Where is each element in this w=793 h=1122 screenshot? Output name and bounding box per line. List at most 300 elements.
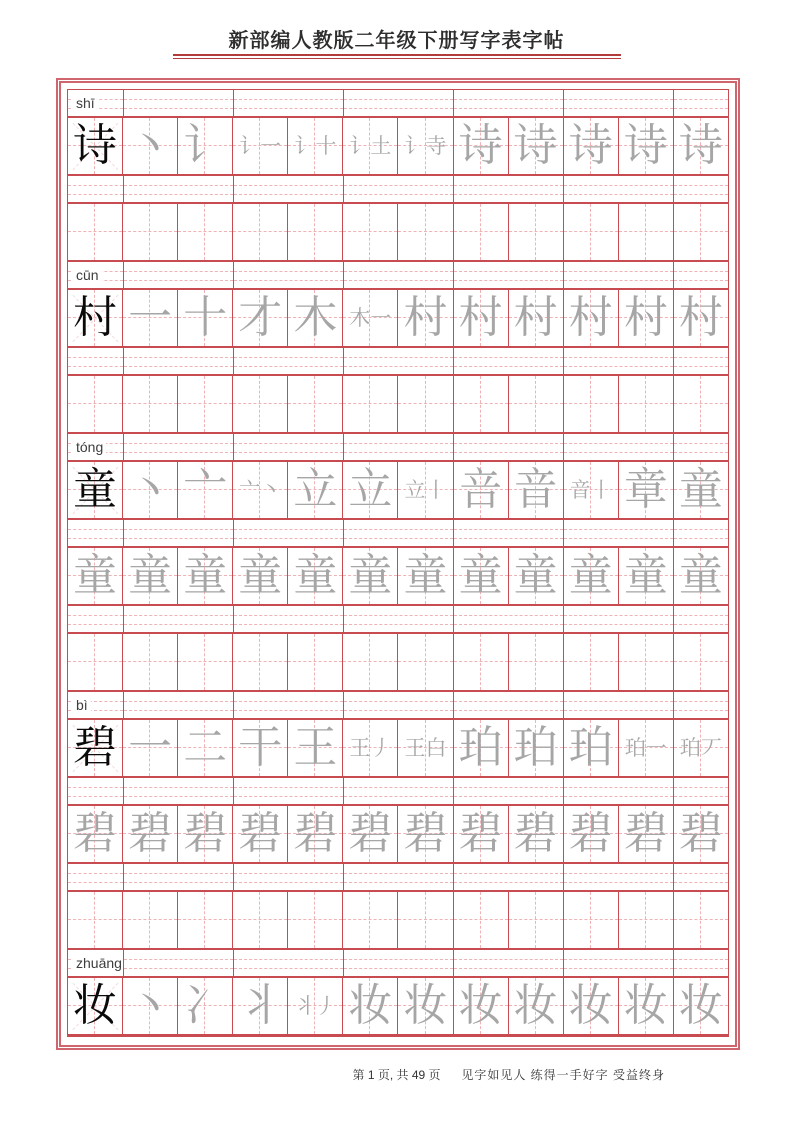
character-cell (343, 978, 398, 1034)
pinyin-cell (68, 520, 124, 546)
trace-character: 碧 (348, 809, 393, 858)
character-cell (288, 978, 343, 1034)
footer-slogan: 见字如见人 练得一手好字 受益终身 (461, 1068, 665, 1082)
character-cell (509, 118, 564, 174)
character-cell (288, 118, 343, 174)
pinyin-cell (234, 90, 344, 116)
character-cell (68, 118, 123, 174)
character-cell (509, 462, 564, 518)
pinyin-cell (68, 262, 124, 288)
trace-character: 音丨 (569, 477, 612, 502)
trace-character: 妆 (458, 981, 503, 1030)
trace-character: 碧 (458, 809, 503, 858)
character-cell (123, 204, 178, 260)
pinyin-cell (234, 692, 344, 718)
character-cell (619, 118, 674, 174)
pinyin-label: tóng (73, 439, 106, 455)
pinyin-cell (344, 864, 454, 890)
character-cell (233, 634, 288, 690)
trace-character: 木 (293, 293, 338, 342)
character-cell (398, 548, 453, 604)
trace-character: 二 (183, 723, 228, 772)
character-cell (454, 204, 509, 260)
trace-character: 亠丶 (239, 477, 282, 502)
pinyin-cell (564, 606, 674, 632)
character-cell (233, 290, 288, 346)
main-character: 碧 (73, 723, 118, 772)
pinyin-label: bì (73, 697, 91, 713)
practice-row (68, 720, 728, 778)
character-cell (68, 290, 123, 346)
pinyin-cell (564, 176, 674, 202)
pinyin-row (68, 864, 728, 892)
trace-character: 童 (568, 551, 613, 600)
character-cell (233, 204, 288, 260)
character-cell (619, 978, 674, 1034)
trace-character: 立丨 (404, 477, 447, 502)
pinyin-cell (344, 606, 454, 632)
trace-character: 珀 (513, 723, 558, 772)
trace-character: 亠 (183, 465, 228, 514)
pinyin-cell (344, 520, 454, 546)
character-cell (619, 720, 674, 776)
pinyin-cell (454, 778, 564, 804)
character-cell (398, 806, 453, 862)
character-cell (178, 720, 233, 776)
character-cell (674, 462, 728, 518)
character-cell (454, 548, 509, 604)
character-cell (564, 548, 619, 604)
character-cell (343, 548, 398, 604)
pinyin-cell (234, 434, 344, 460)
trace-character: 妆 (623, 981, 668, 1030)
trace-character: 碧 (678, 809, 723, 858)
pinyin-cell (564, 864, 674, 890)
trace-character: 村 (403, 293, 448, 342)
character-cell (178, 548, 233, 604)
pinyin-cell (344, 950, 454, 976)
trace-character: 王白 (404, 735, 447, 760)
trace-character: 立 (348, 465, 393, 514)
character-cell (178, 290, 233, 346)
trace-character: 童 (458, 551, 503, 600)
character-cell (123, 290, 178, 346)
trace-character: 才 (238, 293, 283, 342)
pinyin-cell (674, 950, 729, 976)
pinyin-row (68, 348, 728, 376)
trace-character: 干 (238, 723, 283, 772)
character-cell (343, 204, 398, 260)
practice-row (68, 806, 728, 864)
character-cell (178, 892, 233, 948)
character-cell (564, 462, 619, 518)
practice-row (68, 548, 728, 606)
pinyin-cell (234, 778, 344, 804)
practice-row (68, 892, 728, 950)
pinyin-cell (68, 90, 124, 116)
trace-character: 村 (678, 293, 723, 342)
pinyin-label: zhuāng (73, 955, 124, 971)
character-cell (178, 204, 233, 260)
trace-character: 诗 (568, 121, 613, 170)
character-cell (619, 462, 674, 518)
character-cell (343, 720, 398, 776)
pinyin-row (68, 262, 728, 290)
page-frame (56, 78, 740, 1050)
pinyin-cell (454, 262, 564, 288)
pinyin-cell (454, 520, 564, 546)
character-cell (123, 548, 178, 604)
pinyin-row (68, 434, 728, 462)
character-cell (619, 548, 674, 604)
character-cell (564, 806, 619, 862)
character-cell (178, 376, 233, 432)
pinyin-cell (234, 176, 344, 202)
pinyin-cell (234, 262, 344, 288)
trace-character: 讠十 (294, 133, 337, 158)
trace-character: 珀一 (624, 735, 667, 760)
character-cell (509, 978, 564, 1034)
character-cell (68, 548, 123, 604)
character-cell (288, 462, 343, 518)
trace-character: 碧 (238, 809, 283, 858)
character-cell (233, 892, 288, 948)
pinyin-cell (68, 692, 124, 718)
practice-row (68, 978, 728, 1036)
pinyin-cell (674, 778, 729, 804)
character-cell (564, 376, 619, 432)
pinyin-cell (564, 90, 674, 116)
pinyin-cell (344, 348, 454, 374)
pinyin-cell (68, 176, 124, 202)
character-cell (343, 634, 398, 690)
character-cell (68, 720, 123, 776)
character-cell (178, 978, 233, 1034)
character-cell (288, 290, 343, 346)
trace-character: 妆 (568, 981, 613, 1030)
trace-character: 童 (678, 551, 723, 600)
trace-character: 童 (403, 551, 448, 600)
pinyin-cell (564, 348, 674, 374)
character-cell (619, 892, 674, 948)
character-cell (674, 118, 728, 174)
character-cell (233, 978, 288, 1034)
pinyin-cell (68, 950, 124, 976)
trace-character: 诗 (623, 121, 668, 170)
pinyin-cell (454, 348, 564, 374)
character-cell (288, 892, 343, 948)
character-cell (509, 720, 564, 776)
character-cell (233, 806, 288, 862)
trace-character: 童 (623, 551, 668, 600)
trace-character: 碧 (403, 809, 448, 858)
pinyin-row (68, 692, 728, 720)
character-cell (233, 720, 288, 776)
character-cell (398, 376, 453, 432)
copybook-grid (67, 89, 729, 1037)
pinyin-cell (674, 348, 729, 374)
character-cell (288, 376, 343, 432)
trace-character: 童 (678, 465, 723, 514)
character-cell (123, 634, 178, 690)
main-character: 村 (73, 293, 118, 342)
pinyin-row (68, 778, 728, 806)
main-character: 妆 (73, 981, 118, 1030)
trace-character: 讠 (183, 121, 228, 170)
character-cell (454, 978, 509, 1034)
pinyin-cell (124, 778, 234, 804)
trace-character: 丬 (238, 981, 283, 1030)
trace-character: 诗 (458, 121, 503, 170)
trace-character: 讠一 (239, 133, 282, 158)
trace-character: 丶 (128, 981, 173, 1030)
character-cell (509, 634, 564, 690)
pinyin-cell (124, 692, 234, 718)
page-number: 第 1 页, 共 49 页 (352, 1068, 441, 1082)
character-cell (123, 978, 178, 1034)
character-cell (398, 290, 453, 346)
trace-character: 十 (183, 293, 228, 342)
trace-character: 童 (513, 551, 558, 600)
trace-character: 碧 (183, 809, 228, 858)
trace-character: 村 (513, 293, 558, 342)
character-cell (454, 806, 509, 862)
character-cell (123, 376, 178, 432)
character-cell (178, 118, 233, 174)
pinyin-cell (234, 520, 344, 546)
character-cell (619, 204, 674, 260)
practice-row (68, 634, 728, 692)
character-cell (288, 548, 343, 604)
trace-character: 碧 (623, 809, 668, 858)
pinyin-cell (124, 606, 234, 632)
title-underline (173, 54, 621, 59)
character-cell (398, 720, 453, 776)
pinyin-cell (454, 606, 564, 632)
trace-character: 讠土 (349, 133, 392, 158)
trace-character: 童 (73, 551, 118, 600)
character-cell (68, 376, 123, 432)
trace-character: 村 (568, 293, 613, 342)
character-cell (288, 720, 343, 776)
trace-character: 咅 (458, 465, 503, 514)
character-cell (233, 118, 288, 174)
pinyin-cell (68, 606, 124, 632)
pinyin-cell (454, 176, 564, 202)
character-cell (564, 290, 619, 346)
character-cell (454, 462, 509, 518)
trace-character: 妆 (403, 981, 448, 1030)
pinyin-cell (674, 176, 729, 202)
character-cell (68, 978, 123, 1034)
character-cell (398, 118, 453, 174)
pinyin-cell (454, 692, 564, 718)
trace-character: 童 (238, 551, 283, 600)
pinyin-cell (344, 778, 454, 804)
pinyin-label: cūn (73, 267, 102, 283)
pinyin-cell (234, 950, 344, 976)
pinyin-cell (234, 606, 344, 632)
trace-character: 立 (293, 465, 338, 514)
character-cell (68, 462, 123, 518)
pinyin-cell (124, 864, 234, 890)
character-cell (123, 462, 178, 518)
character-cell (619, 806, 674, 862)
trace-character: 村 (623, 293, 668, 342)
trace-character: 音 (513, 465, 558, 514)
trace-character: 王 (293, 723, 338, 772)
pinyin-cell (564, 434, 674, 460)
character-cell (619, 376, 674, 432)
character-cell (68, 806, 123, 862)
character-cell (233, 376, 288, 432)
main-character: 童 (73, 465, 118, 514)
character-cell (288, 806, 343, 862)
character-cell (564, 634, 619, 690)
character-cell (674, 290, 728, 346)
character-cell (674, 978, 728, 1034)
character-cell (509, 376, 564, 432)
trace-character: 王丿 (349, 735, 392, 760)
trace-character: 章 (623, 465, 668, 514)
trace-character: 碧 (73, 809, 118, 858)
trace-character: 妆 (513, 981, 558, 1030)
pinyin-cell (674, 262, 729, 288)
trace-character: 村 (458, 293, 503, 342)
trace-character: 碧 (568, 809, 613, 858)
character-cell (674, 548, 728, 604)
character-cell (509, 548, 564, 604)
pinyin-cell (674, 434, 729, 460)
practice-row (68, 204, 728, 262)
character-cell (454, 118, 509, 174)
character-cell (564, 978, 619, 1034)
character-cell (178, 634, 233, 690)
character-cell (454, 290, 509, 346)
pinyin-cell (234, 348, 344, 374)
character-cell (68, 204, 123, 260)
character-cell (398, 462, 453, 518)
character-cell (123, 892, 178, 948)
character-cell (343, 118, 398, 174)
pinyin-cell (674, 606, 729, 632)
character-cell (398, 892, 453, 948)
character-cell (454, 634, 509, 690)
trace-character: 珀丆 (679, 735, 722, 760)
trace-character: 珀 (458, 723, 503, 772)
character-cell (288, 634, 343, 690)
trace-character: 碧 (513, 809, 558, 858)
pinyin-cell (454, 950, 564, 976)
character-cell (674, 720, 728, 776)
trace-character: 木一 (349, 305, 392, 330)
character-cell (509, 204, 564, 260)
character-cell (619, 290, 674, 346)
trace-character: 讠寺 (404, 133, 447, 158)
practice-row (68, 462, 728, 520)
character-cell (233, 548, 288, 604)
pinyin-cell (344, 692, 454, 718)
character-cell (674, 376, 728, 432)
pinyin-cell (564, 950, 674, 976)
character-cell (178, 462, 233, 518)
character-cell (564, 204, 619, 260)
pinyin-cell (344, 434, 454, 460)
character-cell (123, 118, 178, 174)
pinyin-cell (454, 434, 564, 460)
pinyin-cell (68, 864, 124, 890)
pinyin-cell (674, 520, 729, 546)
character-cell (674, 204, 728, 260)
pinyin-cell (124, 348, 234, 374)
pinyin-cell (68, 348, 124, 374)
pinyin-label: shī (73, 95, 98, 111)
pinyin-row (68, 520, 728, 548)
character-cell (343, 376, 398, 432)
character-cell (343, 290, 398, 346)
character-cell (398, 634, 453, 690)
character-cell (398, 204, 453, 260)
character-cell (509, 290, 564, 346)
pinyin-cell (674, 90, 729, 116)
practice-row (68, 376, 728, 434)
trace-character: 一 (128, 293, 173, 342)
pinyin-cell (344, 262, 454, 288)
character-cell (343, 806, 398, 862)
trace-character: 冫 (183, 981, 228, 1030)
pinyin-cell (344, 176, 454, 202)
character-cell (509, 806, 564, 862)
pinyin-cell (124, 434, 234, 460)
character-cell (288, 204, 343, 260)
trace-character: 一 (128, 723, 173, 772)
character-cell (343, 462, 398, 518)
trace-character: 童 (348, 551, 393, 600)
pinyin-cell (454, 90, 564, 116)
practice-row (68, 290, 728, 348)
trace-character: 丶 (128, 121, 173, 170)
pinyin-row (68, 606, 728, 634)
trace-character: 诗 (678, 121, 723, 170)
character-cell (619, 634, 674, 690)
pinyin-cell (564, 520, 674, 546)
character-cell (674, 806, 728, 862)
pinyin-cell (124, 90, 234, 116)
character-cell (68, 634, 123, 690)
pinyin-row (68, 90, 728, 118)
pinyin-cell (124, 176, 234, 202)
character-cell (398, 978, 453, 1034)
character-cell (454, 892, 509, 948)
trace-character: 碧 (293, 809, 338, 858)
pinyin-cell (68, 434, 124, 460)
trace-character: 妆 (678, 981, 723, 1030)
pinyin-cell (124, 950, 234, 976)
trace-character: 珀 (568, 723, 613, 772)
main-character: 诗 (73, 121, 118, 170)
trace-character: 妆 (348, 981, 393, 1030)
character-cell (454, 720, 509, 776)
character-cell (343, 892, 398, 948)
character-cell (564, 892, 619, 948)
trace-character: 童 (128, 551, 173, 600)
trace-character: 童 (293, 551, 338, 600)
character-cell (564, 118, 619, 174)
pinyin-cell (674, 864, 729, 890)
pinyin-cell (124, 262, 234, 288)
character-cell (509, 892, 564, 948)
pinyin-cell (344, 90, 454, 116)
